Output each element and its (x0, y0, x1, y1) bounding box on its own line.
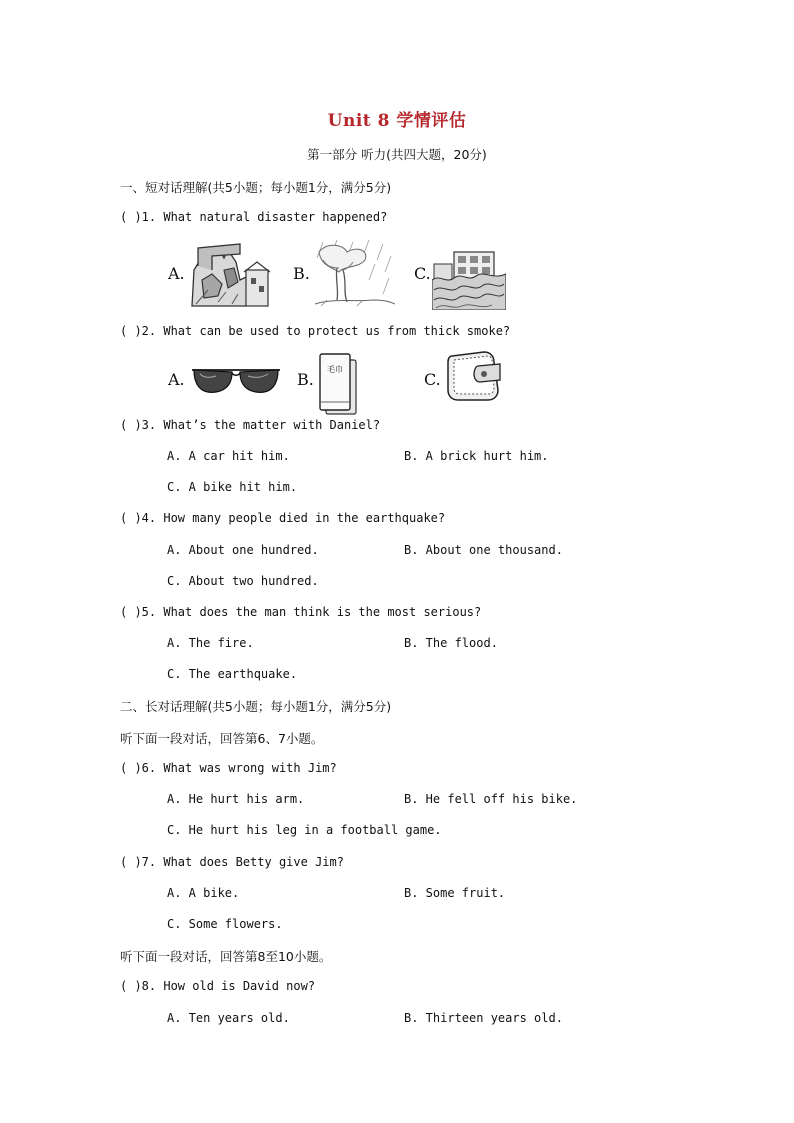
question-3-prefix: ( )3. (120, 418, 157, 432)
question-5 (120, 605, 481, 619)
question-8-option-b: B. Thirteen years old. (404, 1011, 563, 1025)
question-8 (120, 979, 315, 993)
question-2-text: What can be used to protect us from thick smoke? (163, 324, 511, 338)
question-4-prefix: ( )4. (120, 511, 157, 525)
q1-label-a: A. (168, 264, 185, 283)
question-4-option-a: A. About one hundred. (167, 543, 319, 557)
earthquake-icon (188, 240, 270, 310)
section2-heading: 二、长对话理解(共5小题；每小题1分，满分5分) (120, 699, 392, 714)
q2-label-c: C. (424, 370, 441, 389)
section2-instruction-2: 听下面一段对话，回答第8至10小题。 (120, 949, 332, 964)
question-1 (120, 210, 387, 224)
towel-icon (316, 352, 360, 418)
question-5-option-a: A. The fire. (167, 636, 254, 650)
question-6-option-b: B. He fell off his bike. (404, 792, 578, 806)
question-7-option-c: C. Some flowers. (167, 917, 283, 931)
flood-icon (432, 250, 506, 310)
question-1-pictures (0, 238, 794, 318)
question-5-option-b: B. The flood. (404, 636, 498, 650)
part-subtitle: 第一部分 听力(共四大题，20分) (307, 147, 487, 162)
question-3-option-c: C. A bike hit him. (167, 480, 298, 494)
question-2-prefix: ( )2. (120, 324, 157, 338)
question-3-option-a: A. A car hit him. (167, 449, 290, 463)
towel-label: 毛巾 (327, 365, 343, 374)
question-3-option-b: B. A brick hurt him. (404, 449, 549, 463)
question-7-option-b: B. Some fruit. (404, 886, 506, 900)
question-4 (120, 511, 445, 525)
question-6-option-a: A. He hurt his arm. (167, 792, 305, 806)
question-3-text: What’s the matter with Daniel? (163, 418, 381, 432)
question-8-option-a: A. Ten years old. (167, 1011, 290, 1025)
question-7-text: What does Betty give Jim? (163, 855, 344, 869)
question-6-prefix: ( )6. (120, 761, 157, 775)
page-title: Unit 8 学情评估 (327, 111, 467, 131)
question-4-option-c: C. About two hundred. (167, 574, 319, 588)
question-6-text: What was wrong with Jim? (163, 761, 337, 775)
question-8-text: How old is David now? (163, 979, 316, 993)
question-8-prefix: ( )8. (120, 979, 157, 993)
storm-icon (313, 238, 395, 310)
question-4-text: How many people died in the earthquake? (163, 511, 446, 525)
question-2 (120, 324, 510, 338)
wallet-icon (444, 350, 502, 402)
q2-label-a: A. (168, 370, 185, 389)
question-6 (120, 761, 337, 775)
question-7-prefix: ( )7. (120, 855, 157, 869)
question-1-text: What natural disaster happened? (163, 210, 388, 224)
section2-instruction-1: 听下面一段对话，回答第6、7小题。 (120, 731, 324, 746)
question-3 (120, 418, 380, 432)
q1-label-b: B. (293, 264, 310, 283)
sunglasses-icon (190, 364, 282, 396)
section1-heading: 一、短对话理解(共5小题；每小题1分，满分5分) (120, 180, 392, 195)
question-4-option-b: B. About one thousand. (404, 543, 563, 557)
question-1-prefix: ( )1. (120, 210, 157, 224)
question-5-prefix: ( )5. (120, 605, 157, 619)
question-6-option-c: C. He hurt his leg in a football game. (167, 823, 442, 837)
q2-label-b: B. (297, 370, 314, 389)
question-7-option-a: A. A bike. (167, 886, 240, 900)
q1-label-c: C. (414, 264, 431, 283)
question-5-option-c: C. The earthquake. (167, 667, 298, 681)
question-5-text: What does the man think is the most serious? (163, 605, 482, 619)
question-7 (120, 855, 344, 869)
